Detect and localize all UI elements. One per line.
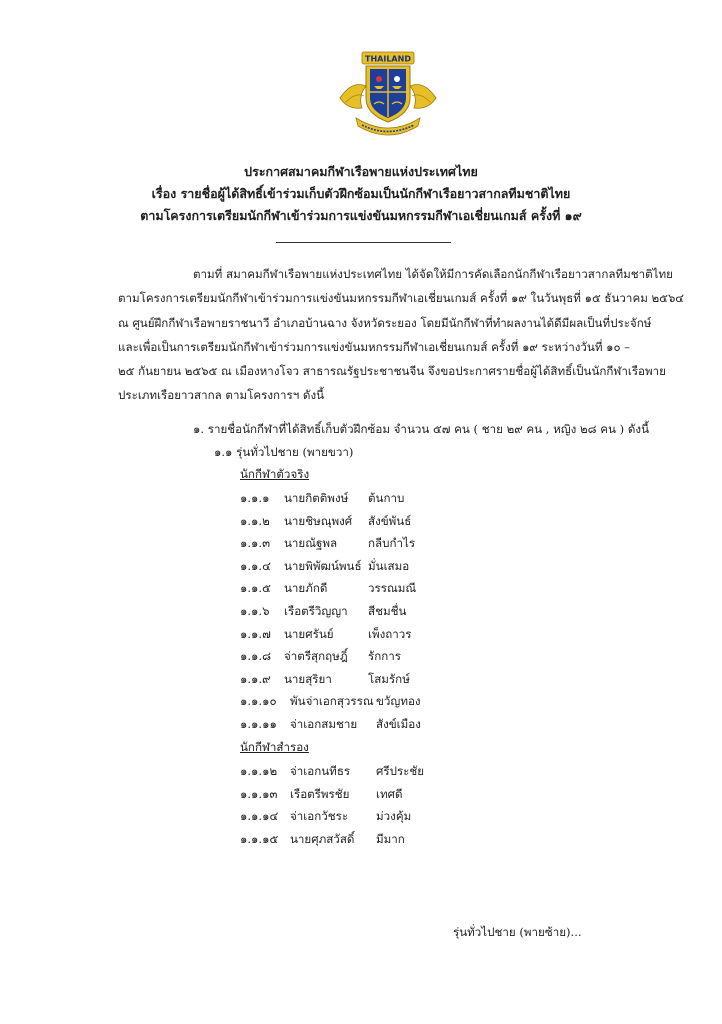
athlete-number: ๑.๑.๔ (240, 558, 271, 573)
athlete-number: ๑.๑.๑ (240, 491, 270, 505)
athlete-first-name: นายพิพัฒน์พนธ์ (284, 558, 362, 573)
athlete-last-name: โสมรักษ์ (368, 671, 410, 686)
athlete-last-name: สังข์เมือง (376, 717, 421, 731)
association-logo (332, 46, 444, 138)
athlete-number: ๑.๑.๙ (240, 671, 271, 686)
athlete-first-name: เรือตรีวิญญา (284, 604, 348, 618)
association-emblem-icon (332, 46, 444, 138)
main-athletes-heading: นักกีฬาตัวจริง (240, 467, 310, 481)
athlete-last-name: สีชมชื่น (368, 604, 407, 618)
athlete-number: ๑.๑.๒ (240, 513, 270, 528)
athlete-first-name: จ่าตรีสุกฤษฎิ์ (284, 649, 348, 664)
athlete-first-name: จ่าเอกนทีธร (290, 764, 351, 778)
athlete-first-name: นายกิตติพงษ์ (284, 491, 349, 505)
athlete-number: ๑.๑.๑๓ (240, 786, 278, 801)
body-line-4: และเพื่อเป็นการเตรียมนักกีฬาเข้าร่วมการแข่งขันมหกรรมกีฬาเอเชี่ยนเกมส์ ครั้งที่ ๑๙ ระหว่างวันที่ ๑๐ – (118, 340, 631, 354)
announcement-subject: เรื่อง รายชื่อผู้ได้สิทธิ์เข้าร่วมเก็บตัวฝึกซ้อมเป็นนักกีฬาเรือยาวสากลทีมชาติไทย (151, 186, 571, 201)
athlete-first-name: นายสุริยา (284, 671, 332, 686)
subsection-heading: ๑.๑ รุ่นทั่วไปชาย (พายขวา) (214, 445, 354, 459)
athlete-first-name: จ่าเอกวัชระ (290, 809, 349, 824)
body-line-1: ตามที่ สมาคมกีฬาเรือพายแห่งประเทศไทย ได้จัดให้มีการคัดเลือกนักกีฬาเรือยาวสากลทีมชาติไทย (193, 267, 673, 281)
athlete-number: ๑.๑.๘ (240, 649, 272, 664)
athlete-last-name: ต้นกาบ (368, 491, 405, 505)
athlete-number: ๑.๑.๑๐ (240, 694, 277, 709)
athlete-last-name: เพ็งถาวร (368, 626, 412, 641)
athlete-last-name: ศรีประชัย (376, 764, 425, 778)
continued-note: รุ่นทั่วไปชาย (พายซ้าย)... (453, 925, 582, 939)
athlete-number: ๑.๑.๕ (240, 581, 271, 596)
announcement-title: ประกาศสมาคมกีฬาเรือพายแห่งประเทศไทย (244, 164, 478, 179)
athlete-first-name: จ่าเอกสมชาย (290, 717, 358, 731)
body-line-2: ตามโครงการเตรียมนักกีฬาเข้าร่วมการแข่งขันมหกรรมกีฬาเอเชี่ยนเกมส์ ครั้งที่ ๑๙ ในวันพุธที่ ๑๕ ธันวาคม ๒๕๖๔ (118, 291, 685, 305)
athlete-number: ๑.๑.๗ (240, 626, 271, 641)
body-line-5: ๒๕ กันยายน ๒๕๖๕ ณ เมืองหางโจว สาธารณรัฐประชาชนจีน จึงขอประกาศรายชื่อผู้ได้สิทธิ์เป็นนักกีฬาเรือพาย (118, 364, 666, 378)
list-heading-item-1: ๑. รายชื่อนักกีฬาที่ได้สิทธิ์เก็บตัวฝึกซ้อม จำนวน ๕๗ คน ( ชาย ๒๙ คน , หญิง ๒๘ คน ) ดังนี้ (193, 422, 649, 436)
athlete-first-name: นายณัฐพล (284, 536, 338, 551)
athlete-last-name: สังข์พันธ์ (368, 513, 412, 528)
announcement-project: ตามโครงการเตรียมนักกีฬาเข้าร่วมการแข่งขันมหกรรมกีฬาเอเชี่ยนเกมส์ ครั้งที่ ๑๙ (140, 208, 582, 223)
athlete-number: ๑.๑.๑๔ (240, 809, 279, 824)
athlete-first-name: พันจ่าเอกสุวรรณ (290, 694, 374, 709)
athlete-last-name: กลีบกำไร (368, 536, 416, 551)
athlete-number: ๑.๑.๑๒ (240, 764, 278, 778)
athlete-last-name: ขวัญทอง (376, 694, 421, 709)
athlete-first-name: นายศุภสวัสดิ์ (290, 831, 355, 846)
athlete-number: ๑.๑.๑๑ (240, 717, 277, 731)
athlete-number: ๑.๑.๓ (240, 536, 271, 551)
athlete-first-name: นายศรันย์ (284, 626, 334, 641)
athlete-first-name: นายชิษณุพงศ์ (284, 513, 353, 528)
reserve-athletes-heading: นักกีฬาสำรอง (240, 740, 309, 754)
athlete-last-name: วรรณมณี (368, 581, 417, 596)
athlete-last-name: รักการ (368, 649, 402, 664)
athlete-last-name: ม่วงคุ้ม (376, 809, 412, 824)
body-line-3: ณ ศูนย์ฝึกกีฬาเรือพายราชนาวี อำเภอบ้านฉาง จังหวัดระยอง โดยมีนักกีฬาที่ทำผลงานได้ดีมีผลเป็นที่ประจักษ์ (118, 316, 652, 330)
athlete-first-name: เรือตรีพรชัย (290, 786, 350, 801)
athlete-last-name: มีมาก (376, 831, 405, 846)
body-line-6: ประเภทเรือยาวสากล ตามโครงการฯ ดังนี้ (118, 388, 325, 402)
athlete-number: ๑.๑.๖ (240, 604, 270, 618)
logo-country-text: THAILAND (365, 54, 411, 64)
athlete-first-name: นายภักดี (284, 581, 328, 596)
athlete-number: ๑.๑.๑๕ (240, 831, 279, 846)
title-divider (276, 242, 451, 243)
athlete-last-name: มั่นเสมอ (368, 558, 410, 573)
athlete-last-name: เทศดี (376, 786, 403, 801)
